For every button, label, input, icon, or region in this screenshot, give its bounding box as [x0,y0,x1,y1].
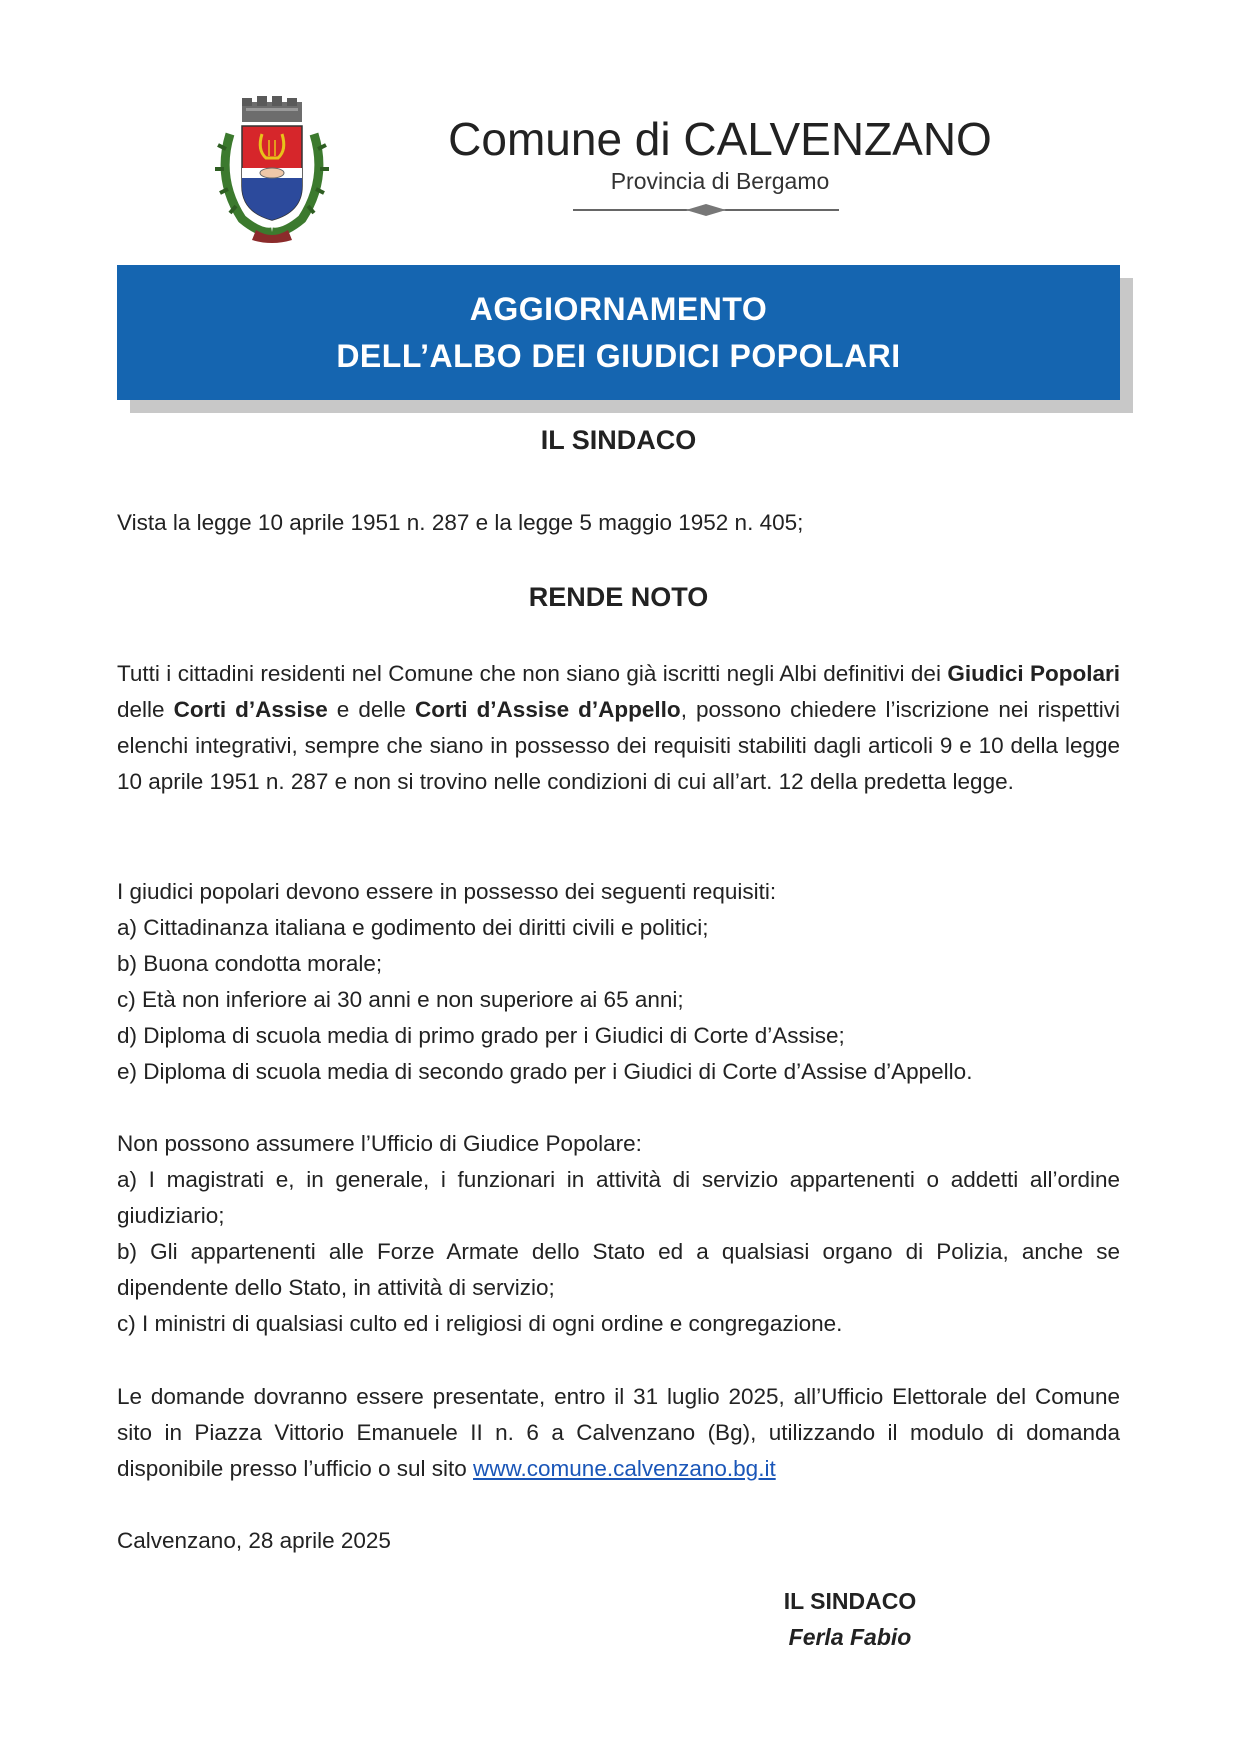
list-item: a) Cittadinanza italiana e godimento dei diritti civili e politici; [117,915,709,940]
signature-name: Ferla Fabio [788,1624,912,1650]
intro-bold-corti-assise-appello: Corti d’Assise d’Appello [415,697,681,722]
banner-line-2: DELL’ALBO DEI GIUDICI POPOLARI [336,337,901,374]
signature-title: IL SINDACO [783,1588,917,1614]
banner-line-1: AGGIORNAMENTO [469,290,768,327]
requisiti-list [117,874,1120,1090]
title-banner [117,265,1120,400]
vista-paragraph: Vista la legge 10 aprile 1951 n. 287 e la legge 5 maggio 1952 n. 405; [117,510,804,535]
town-name: Comune di CALVENZANO [448,113,992,165]
municipal-crest-icon [212,94,332,244]
intro-text-2: delle [117,697,174,722]
domande-text: Le domande dovranno essere presentate, entro il 31 luglio 2025, all’Ufficio Elettorale del Comune sito in Piazza Vittorio Emanuele II n. 6 a Calvenzano (Bg), utilizzando il modulo di domanda disponibile presso l’ufficio o sul sito [117,1384,1120,1481]
list-item: d) Diploma di scuola media di primo grado per i Giudici di Corte d’Assise; [117,1023,845,1048]
esclusioni-title: Non possono assumere l’Ufficio di Giudice Popolare: [117,1131,642,1156]
website-link[interactable]: www.comune.calvenzano.bg.it [473,1456,776,1481]
list-item: b) Gli appartenenti alle Forze Armate dello Stato ed a qualsiasi organo di Polizia, anche se dipendente dello Stato, in attività di servizio; [117,1239,1120,1300]
intro-paragraph [117,656,1120,800]
list-item: c) Età non inferiore ai 30 anni e non superiore ai 65 anni; [117,987,684,1012]
intro-text-3: e delle [327,697,415,722]
list-item: a) I magistrati e, in generale, i funzionari in attività di servizio appartenenti o addetti all’ordine giudiziario; [117,1167,1120,1228]
domande-paragraph [117,1379,1120,1487]
requisiti-title: I giudici popolari devono essere in possesso dei seguenti requisiti: [117,879,777,904]
list-item: c) I ministri di qualsiasi culto ed i religiosi di ogni ordine e congregazione. [117,1311,843,1336]
place-date: Calvenzano, 28 aprile 2025 [117,1528,391,1553]
heading-il-sindaco: IL SINDACO [540,425,697,455]
list-item: b) Buona condotta morale; [117,951,383,976]
intro-text-1: Tutti i cittadini residenti nel Comune che non siano già iscritti negli Albi definitivi dei [117,661,948,686]
intro-bold-giudici-popolari: Giudici Popolari [947,661,1120,686]
intro-bold-corti-assise: Corti d’Assise [173,697,328,722]
heading-rende-noto: RENDE NOTO [528,582,709,612]
province-name: Provincia di Bergamo [610,168,830,194]
header-divider [573,202,839,218]
esclusioni-list [117,1126,1120,1342]
list-item: e) Diploma di scuola media di secondo grado per i Giudici di Corte d’Assise d’Appello. [117,1059,973,1084]
intro-text-4: , possono chiedere l’iscrizione nei rispettivi elenchi integrativi, sempre che siano in possesso dei requisiti stabiliti dagli articoli 9 e 10 della legge 10 aprile 1951 n. 287 e non si trovino nelle condizioni di cui all’art. 12 della predetta legge. [117,697,1120,794]
